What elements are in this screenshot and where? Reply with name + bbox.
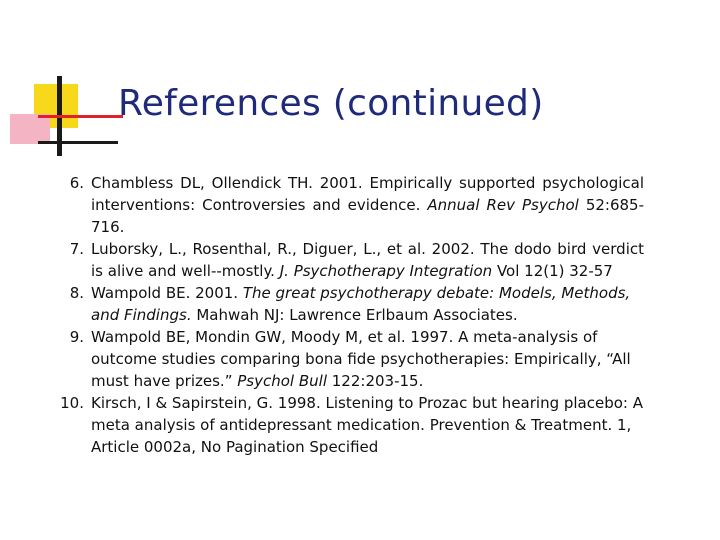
reference-number: 9. [69, 328, 84, 346]
reference-number: 7. [69, 240, 84, 258]
black-line-shape [38, 141, 118, 144]
reference-item [54, 326, 644, 392]
pink-square-shape [10, 114, 50, 144]
reference-number: 10. [60, 394, 84, 412]
red-line-shape [38, 115, 123, 118]
reference-text [91, 282, 644, 326]
reference-text-part: Vol 12(1) 32-57 [492, 262, 613, 280]
reference-text-part: Wampold BE, Mondin GW, Moody M, et al. 1997. A meta-analysis of outcome studies comparing bona fide psychotherapies: Empirically, “All must have prizes.” [91, 328, 631, 390]
reference-journal: Psychol Bull [237, 372, 327, 390]
reference-text [91, 172, 644, 238]
reference-text [91, 392, 644, 458]
reference-text-part: 52:685-716. [91, 196, 644, 236]
reference-text-part: Mahwah NJ: Lawrence Erlbaum Associates. [191, 306, 518, 324]
reference-journal: J. Psychotherapy Integration [279, 262, 493, 280]
reference-number: 6. [69, 174, 84, 192]
reference-text-part: Kirsch, I & Sapirstein, G. 1998. Listening to Prozac but hearing placebo: A meta analysis of antidepressant medication. Prevention & Treatment. 1, Article 0002a, No Pagination Specified [91, 394, 644, 456]
reference-text-part: Luborsky, L., Rosenthal, R., Diguer, L., et al. 2002. The dodo bird verdict is alive and well--mostly. [91, 240, 644, 280]
reference-list [54, 172, 644, 458]
reference-book-title: The great psychotherapy debate: Models, Methods, and Findings. [91, 284, 631, 324]
reference-text [91, 326, 644, 392]
decorative-logo [0, 0, 120, 170]
reference-text-part: 122:203-15. [327, 372, 424, 390]
reference-text [91, 238, 644, 282]
reference-text-part: Chambless DL, Ollendick TH. 2001. Empirically supported psychological interventions: Controversies and evidence. [91, 174, 644, 214]
reference-item [54, 172, 644, 238]
reference-number: 8. [69, 284, 84, 302]
reference-item [54, 392, 644, 458]
reference-item [54, 282, 644, 326]
reference-item [54, 238, 644, 282]
reference-journal: Annual Rev Psychol [427, 196, 579, 214]
reference-text-part: Wampold BE. 2001. [91, 284, 243, 302]
slide-title: References (continued) [118, 83, 544, 124]
